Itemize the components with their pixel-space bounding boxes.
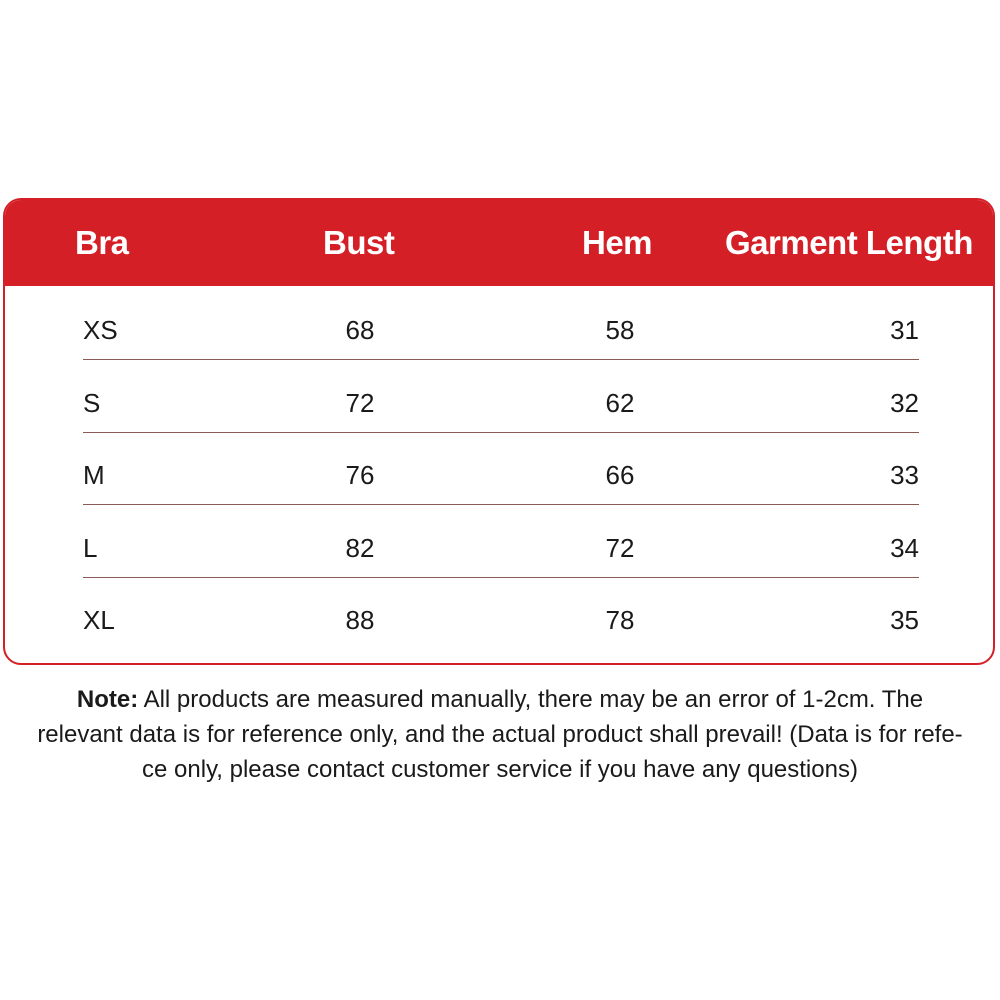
table-row: [5, 584, 993, 656]
size-cell: S: [83, 388, 101, 418]
bust-cell: 72: [345, 388, 375, 418]
header-garment-length: Garment Length: [725, 224, 973, 261]
table-row: [5, 512, 993, 584]
row-divider: [83, 577, 919, 578]
length-cell: 35: [890, 605, 919, 635]
hem-cell: 66: [605, 460, 635, 490]
note-text-1: All products are measured manually, there may be an error of 1-2cm. The: [138, 686, 924, 713]
length-cell: 34: [890, 533, 919, 563]
measurement-note: [0, 682, 1000, 787]
bust-cell: 82: [345, 533, 375, 563]
header-hem: Hem: [582, 224, 653, 261]
size-cell: M: [83, 460, 105, 490]
size-chart-table: [3, 198, 995, 665]
table-header-row: [5, 200, 993, 286]
row-divider: [83, 432, 919, 433]
hem-cell: 58: [605, 315, 635, 345]
size-cell: L: [83, 533, 98, 563]
row-divider: [83, 504, 919, 505]
hem-cell: 72: [605, 533, 635, 563]
hem-cell: 62: [605, 388, 635, 418]
table-row: [5, 367, 993, 439]
size-cell: XL: [83, 605, 115, 635]
header-bust: Bust: [323, 224, 395, 261]
row-divider: [83, 359, 919, 360]
table-row: [5, 294, 993, 366]
note-line-1: [0, 682, 1000, 717]
note-line-3: ce only, please contact customer service if you have any questions): [142, 756, 858, 783]
header-bra: Bra: [75, 224, 129, 261]
note-label: Note:: [76, 686, 139, 713]
bust-cell: 76: [345, 460, 375, 490]
length-cell: 33: [890, 460, 919, 490]
length-cell: 32: [890, 388, 919, 418]
length-cell: 31: [890, 315, 919, 345]
table-row: [5, 439, 993, 511]
bust-cell: 88: [345, 605, 375, 635]
bust-cell: 68: [345, 315, 375, 345]
note-line-2: relevant data is for reference only, and the actual product shall prevail! (Data is for refe-: [37, 721, 963, 748]
size-cell: XS: [83, 315, 118, 345]
hem-cell: 78: [605, 605, 635, 635]
